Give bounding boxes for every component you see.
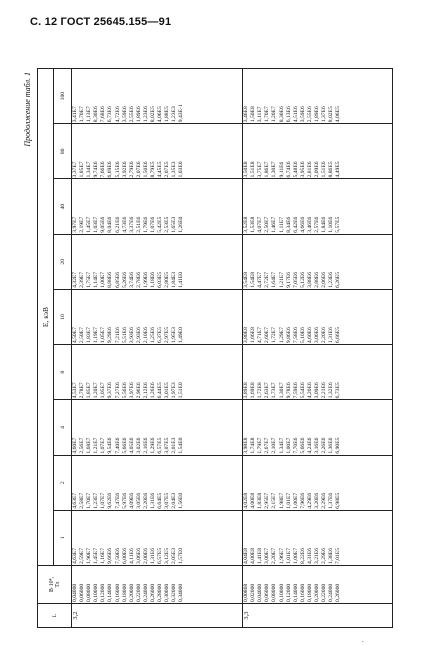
b-values-cell: 0,04000 0,06000 0,08000 0,10000 0,12000 0,14000 0,16000 0,18000 0,20000 0,22000 0,24000 0,26000 0,28000 0,30000 0,32000 0,34000	[72, 566, 243, 604]
energy-values-cell: 3,41E7 1,70E7 1,13E7 8,30E6 7,68E6 6,73E6 4,72E6 3,59E6 2,55E6 1,89E6 1,23E6 8,02E5 4,06E5 1,88E5 1,23E3 9,43E-1	[72, 69, 243, 124]
column-header-b: B·10⁴, Тл	[38, 566, 72, 604]
l-value-cell: 3,2	[72, 604, 243, 628]
energy-header-cell: 100	[54, 69, 72, 124]
table-row	[243, 69, 393, 628]
energy-header-cell: 4	[54, 400, 72, 455]
energy-values-cell: 3,52E8 1,53E8 4,07E7 2,50E7 1,46E7 1,11E7 8,34E6 6,42E6 4,66E6 3,46E6 2,57E6 1,84E6 1,10E6 5,57E5	[243, 179, 393, 234]
column-header-l: L	[38, 604, 72, 628]
energy-values-cell: 4,32E7 2,39E7 1,75E7 1,14E7 1,00E7 8,88E6 6,85E6 5,26E6 3,74E6 2,78E6 1,99E6 1,18E6 6,03E5 2,80E5 1,84E3 1,41E0	[72, 234, 243, 289]
energy-values-cell: 3,37E7 1,85E7 1,34E7 9,74E6 7,66E6 6,69E6 5,15E6 3,92E6 2,79E6 2,07E6 1,50E6 8,79E5 4,45E5 2,07E5 1,35E3 1,03E0	[72, 124, 243, 179]
page-footer-mark: .	[362, 636, 364, 644]
table-continuation-caption: Продолжение табл. 1	[23, 72, 32, 147]
energy-values-cell: 3,46E8 1,50E8 3,11E7 1,70E7 1,20E7 8,30E6 6,13E6 4,51E6 3,59E6 2,55E6 1,89E6 1,37E6 8,02E5 4,06E5	[243, 69, 393, 124]
energy-header-cell: 1	[54, 510, 72, 565]
table-header-row	[38, 69, 54, 628]
energy-values-cell: 4,04E8 4,00E8 1,41E8 3,00E7 2,20E7 1,96E7 1,01E7 1,00E7 8,22E6 4,31E6 3,21E6 2,29E6 1,38E6 7,01E5	[243, 510, 393, 565]
energy-header-cell: 2	[54, 455, 72, 510]
energy-values-cell: 4,50E7 2,50E7 1,83E7 1,19E7 1,05E7 9,29E6 7,21E6 5,51E6 3,93E6 2,93E6 2,10E6 1,25E6 6,37E5 2,97E5 1,95E3 1,49E0	[72, 289, 243, 344]
energy-values-cell: 3,80E8 1,66E8 4,71E7 2,60E7 1,72E7 1,29E7 9,86E6 7,58E6 5,10E6 4,60E6 3,06E6 2,20E6 1,31E6 6,66E5	[243, 289, 393, 344]
energy-values-cell: 4,63E7 2,59E7 1,90E7 1,45E7 1,16E7 9,66E6 7,50E6 6,00E6 4,11E6 3,06E6 2,00E6 1,31E6 6,57E5 3,12E5 2,05E3 1,57E0	[72, 510, 243, 565]
data-table	[37, 68, 393, 628]
energy-values-cell: 3,98E8 1,74E8 1,79E7 2,67E7 2,10E7 1,34E7 1,00E7 7,70E6 5,66E6 4,24E6 3,16E6 2,26E6 1,36E6 6,90E5	[243, 400, 393, 455]
energy-values-cell: 3,50E8 1,51E8 3,75E7 1,86E7 1,30E7 9,11E6 6,74E6 5,48E6 3,95E6 2,81E6 2,09E6 1,51E6 8,86E5 4,49E5	[243, 124, 393, 179]
energy-values-cell: 4,63E7 2,58E7 1,70E7 1,23E7 1,07E7 9,62E6 7,47E6 5,97E6 4,09E6 3,05E6 2,20E6 1,31E6 6,64E5 3,07E5 2,04E3 1,56E0	[72, 455, 243, 510]
l-value-cell: 3,3	[243, 604, 393, 628]
energy-values-cell: 4,02E8 4,00E8 1,83E8 2,95E7 2,15E7 1,98E7 1,01E7 1,00E7 7,96E6 4,29E6 3,20E6 2,29E6 1,37E6 6,98E5	[243, 455, 393, 510]
column-header-energy: E, кэВ	[38, 69, 54, 566]
energy-values-cell: 3,97E7 2,19E7 1,45E7 1,03E7 9,05E6 8,04E6 6,21E6 4,73E6 3,37E6 2,51E6 1,79E6 1,07E6 5,42E5 2,53E5 1,65E3 1,26E0	[72, 179, 243, 234]
energy-values-cell: 3,54E8 1,54E8 4,47E7 2,72E7 1,64E7 1,21E7 9,17E6 7,05E6 5,12E6 3,88E6 2,88E6 2,06E6 1,23E6 6,26E5	[243, 234, 393, 289]
energy-header-row	[54, 69, 72, 628]
table-row	[72, 69, 243, 628]
page-header: С. 12 ГОСТ 25645.155—91	[30, 16, 172, 28]
energy-header-cell: 20	[54, 234, 72, 289]
energy-header-cell: 8	[54, 345, 72, 400]
energy-values-cell: 3,89E8 1,69E8 1,72E8 2,63E7 1,73E7 1,30E7 9,78E6 7,59E6 5,54E6 4,20E6 3,09E6 2,21E6 1,32E6 6,73E5	[243, 345, 393, 400]
energy-header-cell: 40	[54, 179, 72, 234]
energy-values-cell: 4,53E7 2,78E7 1,85E7 1,20E7 1,05E7 9,37E6 7,27E6 5,56E6 3,97E6 2,96E6 2,12E6 1,26E6 6,44E5 3,01E5 1,97E3 1,51E0	[72, 345, 243, 400]
energy-header-cell: 80	[54, 124, 72, 179]
energy-values-cell: 4,60E7 2,56E7 1,68E7 1,21E7 1,07E7 9,54E6 7,40E6 5,66E6 4,05E6 3,02E6 2,16E6 1,29E6 6,57E5 3,07E5 2,01E3 1,54E0	[72, 400, 243, 455]
b-values-cell: 0,00868 0,02000 0,04000 0,06000 0,08000 0,10000 0,12000 0,14000 0,16000 0,18000 0,20000 0,22000 0,24000 0,26000	[243, 566, 393, 604]
energy-header-cell: 10	[54, 289, 72, 344]
rotated-table-area	[23, 68, 393, 628]
